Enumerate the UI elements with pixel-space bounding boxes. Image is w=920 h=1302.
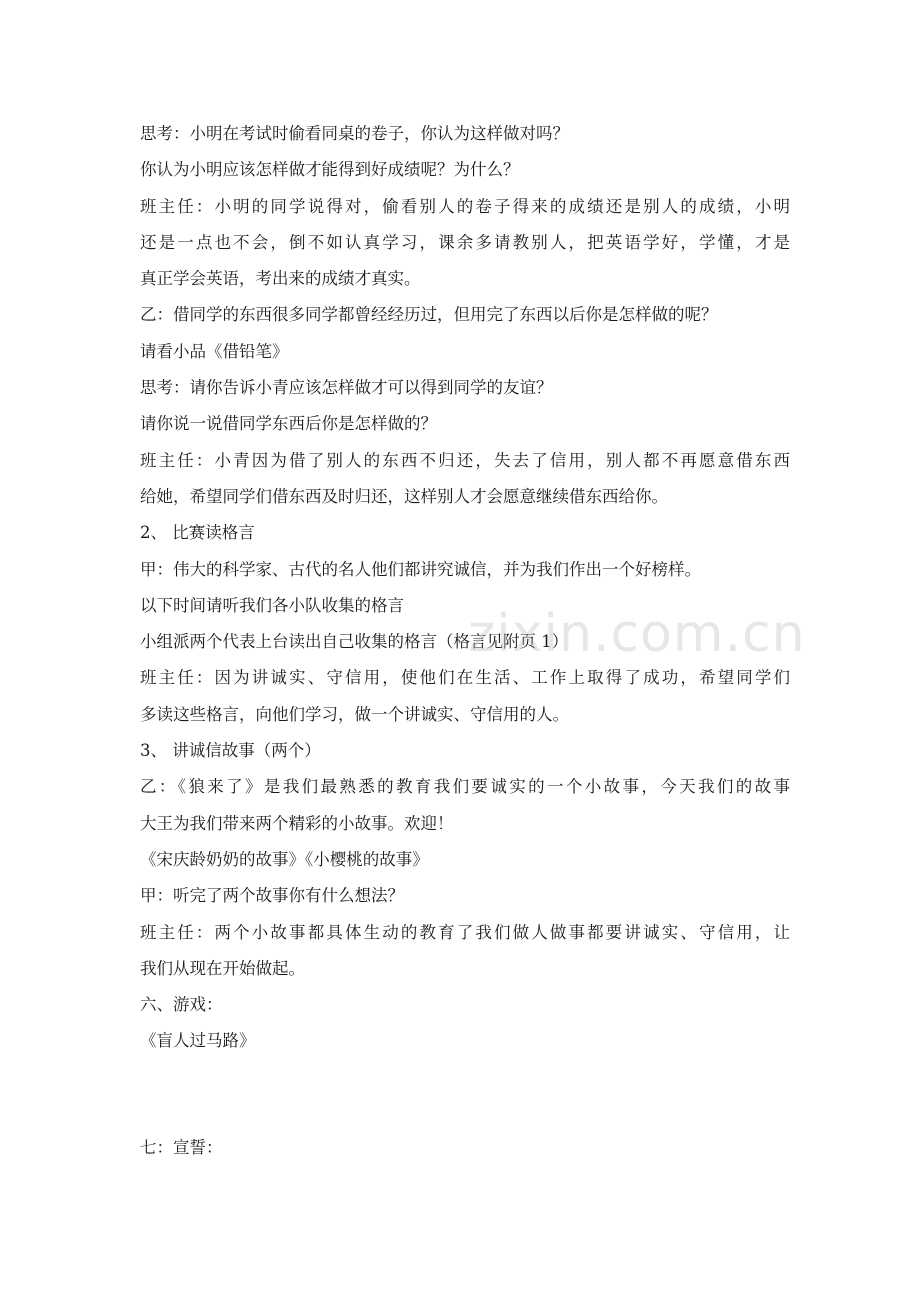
text-line: 甲：伟大的科学家、古代的名人他们都讲究诚信，并为我们作出一个好榜样。 (140, 559, 701, 579)
watermark: zixin.com.cn (468, 604, 806, 664)
section-heading: 3、 讲诚信故事（两个） (140, 741, 321, 761)
text-line: 以下时间请听我们各小队收集的格言 (140, 595, 404, 615)
section-heading: 2、 比赛读格言 (140, 523, 255, 543)
text-line: 班主任：因为讲诚实、守信用，使他们在生活、工作上取得了成功，希望同学们 (140, 668, 790, 688)
text-line: 甲：听完了两个故事你有什么想法？ (140, 886, 404, 906)
text-line: 给她，希望同学们借东西及时归还，这样别人才会愿意继续借东西给你。 (140, 486, 668, 506)
text-line: 真正学会英语，考出来的成绩才真实。 (140, 269, 421, 289)
text-line: 我们从现在开始做起。 (140, 958, 305, 978)
text-line: 乙：借同学的东西很多同学都曾经经历过，但用完了东西以后你是怎样做的呢？ (140, 305, 718, 325)
text-line: 多读这些格言，向他们学习，做一个讲诚实、守信用的人。 (140, 704, 569, 724)
text-line: 请看小品《借铅笔》 (140, 341, 289, 361)
text-line: 班主任：小明的同学说得对，偷看别人的卷子得来的成绩还是别人的成绩，小明 (140, 196, 790, 216)
text-line: 《盲人过马路》 (140, 1031, 256, 1051)
text-line: 思考：小明在考试时偷看同桌的卷子，你认为这样做对吗？ (140, 124, 569, 143)
text-line: 思考：请你告诉小青应该怎样做才可以得到同学的友谊？ (140, 378, 553, 398)
text-line: 请你说一说借同学东西后你是怎样做的？ (140, 414, 437, 434)
text-line: 《宋庆龄奶奶的故事》《小樱桃的故事》 (140, 849, 429, 869)
document-body (140, 116, 790, 1166)
text-line: 乙：《狼来了》是我们最熟悉的教育我们要诚实的一个小故事，今天我们的故事 (140, 777, 790, 797)
text-line: 班主任：两个小故事都具体生动的教育了我们做人做事都要讲诚实、守信用，让 (140, 922, 790, 942)
blank-space (140, 1060, 790, 1130)
section-heading: 六、游戏： (140, 995, 223, 1015)
text-line: 班主任：小青因为借了别人的东西不归还，失去了信用，别人都不再愿意借东西 (140, 450, 790, 470)
text-line: 大王为我们带来两个精彩的小故事。欢迎！ (140, 813, 454, 833)
text-line: 还是一点也不会，倒不如认真学习，课余多请教别人，把英语学好，学懂，才是 (140, 232, 790, 252)
text-line: 你认为小明应该怎样做才能得到好成绩呢？为什么？ (140, 160, 520, 180)
text-line: 小组派两个代表上台读出自己收集的格言（格言见附页 1） (140, 632, 569, 652)
section-heading: 七：宣誓： (140, 1137, 223, 1157)
